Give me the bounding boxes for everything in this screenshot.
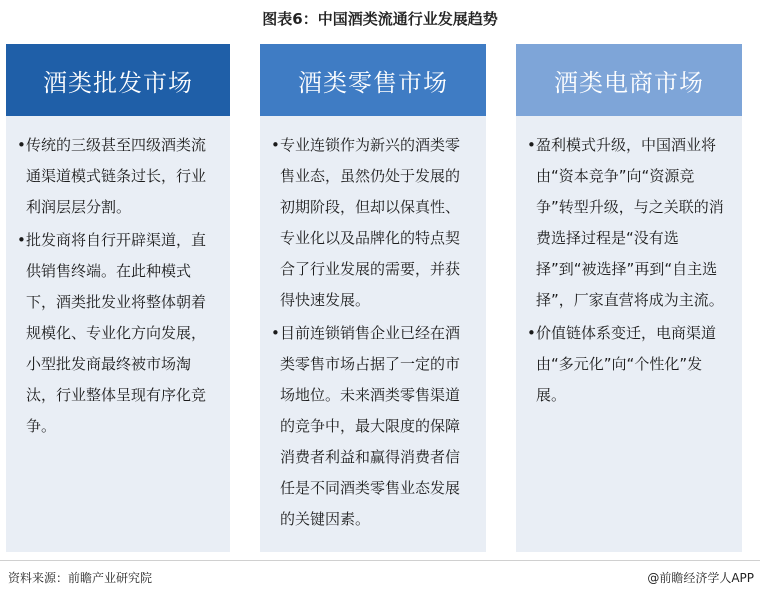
column-body-ecommerce: [516, 116, 742, 552]
bullet-dot-icon: •: [527, 324, 536, 342]
bullet-item: [271, 318, 472, 535]
bullet-item: [271, 130, 472, 316]
bullet-dot-icon: •: [17, 136, 26, 154]
bullet-dot-icon: •: [17, 231, 26, 249]
column-retail: [260, 44, 486, 552]
figure-title: 图表6：中国酒类流通行业发展趋势: [262, 10, 498, 28]
bullet-dot-icon: •: [271, 136, 280, 154]
bullet-item: [17, 225, 216, 442]
column-header-retail: [260, 44, 486, 116]
bullet-text: 目前连锁销售企业已经在酒类零售市场占据了一定的市场地位。未来酒类零售渠道的竞争中，最大限度的保障消费者利益和赢得消费者信任是不同酒类零售业态发展的关键因素。: [280, 324, 461, 528]
column-header-label: 酒类批发市场: [43, 68, 193, 97]
column-header-wholesale: [6, 44, 230, 116]
column-ecommerce: [516, 44, 742, 552]
bullet-text: 传统的三级甚至四级酒类流通渠道模式链条过长，行业利润层层分割。: [26, 136, 207, 216]
bullet-dot-icon: •: [527, 136, 536, 154]
bullet-dot-icon: •: [271, 324, 280, 342]
column-header-label: 酒类电商市场: [554, 68, 704, 97]
bullet-item: [17, 130, 216, 223]
brand-credit: @前瞻经济学人APP: [647, 571, 754, 585]
bullet-text: 批发商将自行开辟渠道，直供销售终端。在此种模式下，酒类批发业将整体朝着规模化、专业化方向发展，小型批发商最终被市场淘汰，行业整体呈现有序化竞争。: [26, 231, 207, 435]
bullet-text: 专业连锁作为新兴的酒类零售业态，虽然仍处于发展的初期阶段，但却以保真性、专业化以及品牌化的特点契合了行业发展的需要，并获得快速发展。: [280, 136, 461, 309]
column-wholesale: [6, 44, 230, 552]
column-header-label: 酒类零售市场: [298, 68, 448, 97]
bullet-text: 盈利模式升级，中国酒业将由“资本竞争”向“资源竞争”转型升级，与之关联的消费选择过程是“没有选择”到“被选择”再到“自主选择”，厂家直营将成为主流。: [536, 136, 724, 309]
bullet-text: 价值链体系变迁，电商渠道由“多元化”向“个性化”发展。: [536, 324, 717, 404]
source-note: 资料来源：前瞻产业研究院: [8, 571, 153, 585]
footer-divider: [0, 560, 760, 561]
column-body-retail: [260, 116, 486, 552]
column-header-ecommerce: [516, 44, 742, 116]
column-body-wholesale: [6, 116, 230, 552]
bullet-item: [527, 130, 728, 316]
bullet-item: [527, 318, 728, 411]
